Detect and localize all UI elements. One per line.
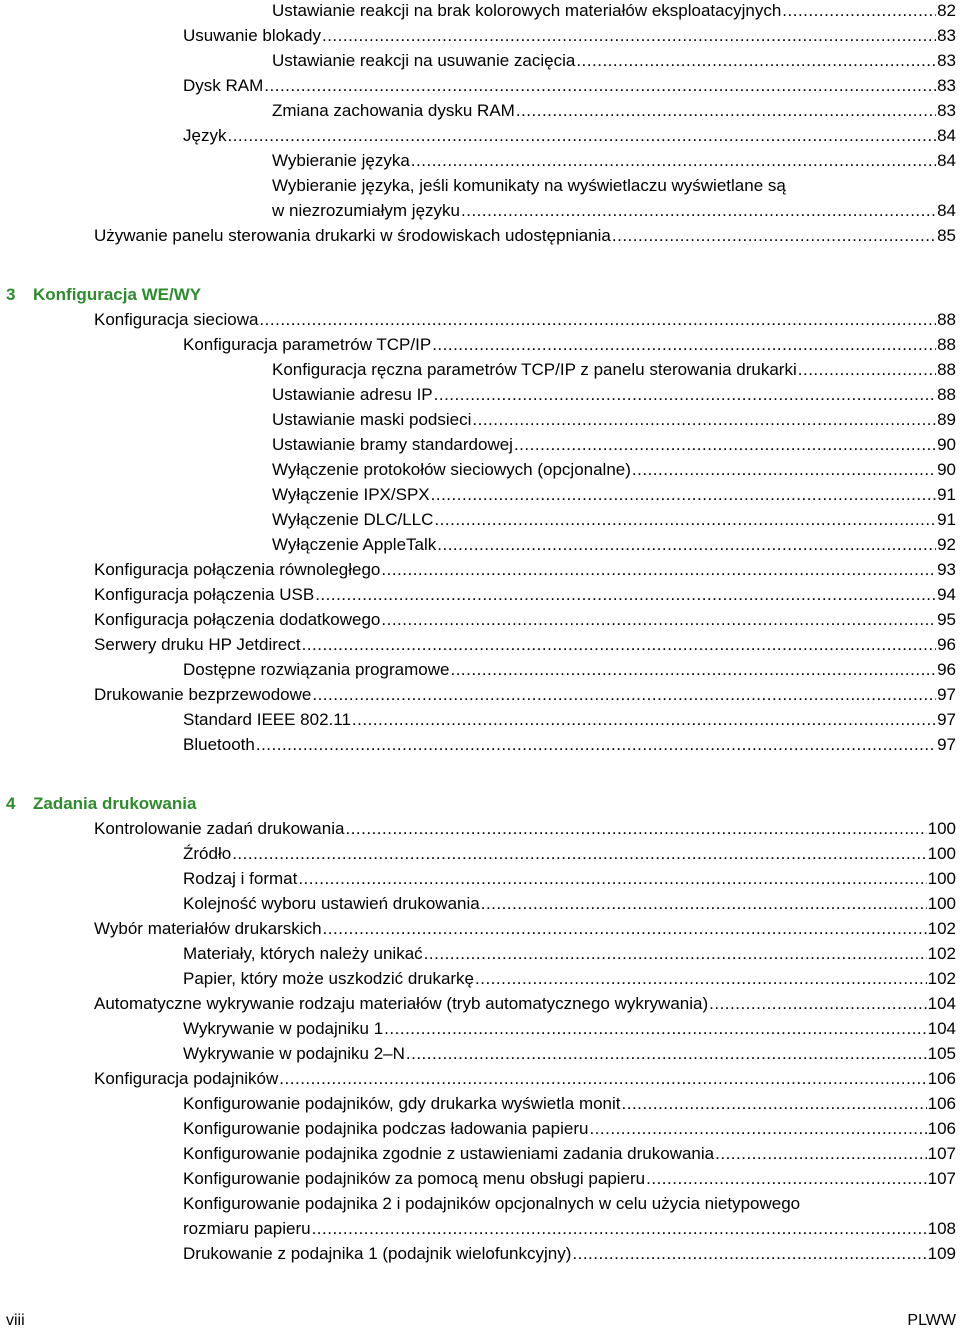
dot-leader	[264, 75, 936, 97]
toc-entry-page: 83	[937, 76, 956, 95]
toc-entry-title: Konfiguracja parametrów TCP/IP	[183, 335, 432, 354]
toc-entry-page: 84	[937, 151, 956, 170]
toc-entry-page: 92	[937, 535, 956, 554]
toc-entry-page: 106	[927, 1119, 956, 1138]
toc-entry-title: Papier, który może uszkodzić drukarkę	[183, 969, 475, 988]
dot-leader	[232, 843, 926, 865]
dot-leader	[461, 200, 936, 222]
footer-code: PLWW	[907, 1312, 956, 1329]
dot-leader	[437, 534, 936, 556]
toc-entry-page: 93	[937, 560, 956, 579]
toc-entry-title: Wyłączenie AppleTalk	[272, 535, 437, 554]
toc-entry[interactable]	[94, 559, 956, 581]
toc-entry-title: w niezrozumiałym języku	[272, 201, 460, 220]
dot-leader	[514, 434, 936, 456]
toc-entry-page: 100	[927, 869, 956, 888]
toc-entry-title-line1: Konfigurowanie podajnika 2 i podajników opcjonalnych w celu użycia nietypowego	[183, 1194, 801, 1213]
toc-entry-page: 107	[927, 1144, 956, 1163]
dot-leader	[481, 893, 927, 915]
toc-entry-title: Konfigurowanie podajników za pomocą menu obsługi papieru	[183, 1169, 646, 1188]
toc-entry-title: Ustawianie adresu IP	[272, 385, 433, 404]
toc-entry-title: Konfiguracja połączenia USB	[94, 585, 315, 604]
dot-leader	[256, 734, 936, 756]
toc-entry-title: Wyłączenie IPX/SPX	[272, 485, 430, 504]
toc-entry-page: 95	[937, 610, 956, 629]
dot-leader	[472, 409, 936, 431]
toc-entry-page: 88	[937, 385, 956, 404]
dot-leader	[345, 818, 926, 840]
toc-entry[interactable]	[272, 150, 956, 172]
toc-entry[interactable]	[183, 943, 956, 965]
toc-entry[interactable]	[272, 434, 956, 456]
toc-entry-page: 104	[927, 994, 956, 1013]
toc-entry[interactable]	[183, 843, 956, 865]
toc-entry-title: Standard IEEE 802.11	[183, 710, 351, 729]
toc-entry-page: 102	[927, 919, 956, 938]
toc-entry-title: Kontrolowanie zadań drukowania	[94, 819, 345, 838]
chapter-heading[interactable]	[6, 284, 201, 306]
toc-entry[interactable]	[183, 1218, 956, 1240]
toc-entry-page: 90	[937, 460, 956, 479]
toc-entry[interactable]	[272, 534, 956, 556]
toc-entry-page: 88	[937, 360, 956, 379]
toc-entry-title: Konfiguracja ręczna parametrów TCP/IP z panelu sterowania drukarki	[272, 360, 797, 379]
toc-entry-page: 100	[927, 894, 956, 913]
toc-entry-title: Konfigurowanie podajników, gdy drukarka wyświetla monit	[183, 1094, 621, 1113]
dot-leader	[312, 1218, 927, 1240]
toc-entry-title: Ustawianie reakcji na usuwanie zacięcia	[272, 51, 576, 70]
dot-leader	[312, 684, 936, 706]
chapter-number: 4	[6, 794, 16, 813]
dot-leader	[322, 25, 936, 47]
toc-entry[interactable]	[272, 459, 956, 481]
toc-entry-page: 97	[937, 735, 956, 754]
dot-leader	[302, 634, 936, 656]
toc-entry-title: Używanie panelu sterowania drukarki w środowiskach udostępniania	[94, 226, 611, 245]
dot-leader	[259, 309, 936, 331]
toc-entry[interactable]	[272, 384, 956, 406]
toc-entry-title: Konfigurowanie podajnika podczas ładowania papieru	[183, 1119, 589, 1138]
toc-entry-title: Ustawianie bramy standardowej	[272, 435, 513, 454]
toc-entry-title: Konfiguracja połączenia dodatkowego	[94, 610, 381, 629]
toc-entry-page: 91	[937, 485, 956, 504]
chapter-heading[interactable]	[6, 793, 196, 815]
toc-entry-page: 106	[927, 1069, 956, 1088]
toc-entry-title: Dysk RAM	[183, 76, 264, 95]
toc-entry-page: 96	[937, 660, 956, 679]
toc-entry-title-line1: Wybieranie języka, jeśli komunikaty na wyświetlaczu wyświetlane są	[272, 176, 786, 195]
toc-entry[interactable]	[272, 100, 956, 122]
dot-leader	[279, 1068, 926, 1090]
dot-leader	[381, 609, 936, 631]
toc-entry-title: Język	[183, 126, 227, 145]
toc-entry-title: Źródło	[183, 844, 232, 863]
toc-entry-title: Konfiguracja sieciowa	[94, 310, 259, 329]
toc-entry-title: Zmiana zachowania dysku RAM	[272, 101, 515, 120]
chapter-number: 3	[6, 285, 16, 304]
dot-leader	[381, 559, 936, 581]
toc-entry-title: rozmiaru papieru	[183, 1219, 311, 1238]
dot-leader	[434, 384, 936, 406]
toc-entry-page: 97	[937, 685, 956, 704]
dot-leader	[576, 50, 936, 72]
toc-entry-page: 107	[927, 1169, 956, 1188]
toc-entry-page: 109	[927, 1244, 956, 1263]
toc-entry[interactable]	[94, 684, 956, 706]
dot-leader	[622, 1093, 927, 1115]
toc-entry[interactable]	[183, 334, 956, 356]
toc-entry-page: 102	[927, 944, 956, 963]
toc-entry-title: Serwery druku HP Jetdirect	[94, 635, 301, 654]
toc-entry-page: 84	[937, 201, 956, 220]
toc-entry[interactable]	[94, 1068, 956, 1090]
dot-leader	[424, 943, 927, 965]
toc-entry-page: 104	[927, 1019, 956, 1038]
toc-entry[interactable]	[183, 25, 956, 47]
toc-entry-page: 96	[937, 635, 956, 654]
toc-entry-page: 83	[937, 26, 956, 45]
toc-entry-page: 89	[937, 410, 956, 429]
toc-entry-page: 88	[937, 310, 956, 329]
dot-leader	[516, 100, 936, 122]
toc-entry-title: Konfiguracja połączenia równoległego	[94, 560, 381, 579]
toc-entry-page: 88	[937, 335, 956, 354]
dot-leader	[646, 1168, 926, 1190]
toc-entry-page: 83	[937, 101, 956, 120]
dot-leader	[632, 459, 936, 481]
toc-entry-title: Materiały, których należy unikać	[183, 944, 423, 963]
dot-leader	[572, 1243, 926, 1265]
toc-entry-title: Drukowanie z podajnika 1 (podajnik wielofunkcyjny)	[183, 1244, 572, 1263]
dot-leader	[589, 1118, 926, 1140]
toc-entry-page: 94	[937, 585, 956, 604]
dot-leader	[798, 359, 936, 381]
toc-entry[interactable]	[183, 1043, 956, 1065]
toc-entry[interactable]	[183, 125, 956, 147]
toc-entry[interactable]	[272, 200, 956, 222]
toc-entry-page: 100	[927, 844, 956, 863]
toc-entry[interactable]	[272, 359, 956, 381]
toc-entry-page: 102	[927, 969, 956, 988]
toc-entry-page: 82	[937, 1, 956, 20]
dot-leader	[411, 150, 936, 172]
toc-entry-title: Wykrywanie w podajniku 2–N	[183, 1044, 405, 1063]
toc-entry-page: 90	[937, 435, 956, 454]
dot-leader	[323, 918, 927, 940]
toc-entry[interactable]	[94, 993, 956, 1015]
toc-entry[interactable]	[183, 893, 956, 915]
dot-leader	[315, 584, 936, 606]
dot-leader	[612, 225, 936, 247]
toc-entry[interactable]	[183, 1118, 956, 1140]
toc-entry[interactable]	[94, 609, 956, 631]
toc-entry[interactable]	[94, 918, 956, 940]
dot-leader	[715, 1143, 927, 1165]
toc-entry[interactable]	[94, 634, 956, 656]
toc-entry[interactable]	[183, 968, 956, 990]
toc-entry-title: Konfiguracja podajników	[94, 1069, 279, 1088]
dot-leader	[431, 484, 936, 506]
dot-leader	[450, 659, 936, 681]
dot-leader	[406, 1043, 927, 1065]
chapter-title: Zadania drukowania	[33, 794, 197, 813]
dot-leader	[352, 709, 936, 731]
toc-entry[interactable]	[272, 0, 956, 22]
toc-entry[interactable]	[272, 50, 956, 72]
toc-entry-title: Wybór materiałów drukarskich	[94, 919, 322, 938]
toc-entry[interactable]	[183, 734, 956, 756]
dot-leader	[227, 125, 936, 147]
footer-page-number: viii	[6, 1312, 25, 1329]
toc-entry-title: Usuwanie blokady	[183, 26, 321, 45]
toc-entry[interactable]	[94, 818, 956, 840]
toc-entry-page: 97	[937, 710, 956, 729]
toc-entry-title: Bluetooth	[183, 735, 255, 754]
toc-entry-title: Wybieranie języka	[272, 151, 410, 170]
toc-entry[interactable]	[272, 484, 956, 506]
toc-entry[interactable]	[183, 1143, 956, 1165]
dot-leader	[434, 509, 936, 531]
toc-entry[interactable]	[183, 75, 956, 97]
toc-entry[interactable]	[94, 309, 956, 331]
toc-entry-page: 91	[937, 510, 956, 529]
toc-entry[interactable]	[272, 509, 956, 531]
toc-entry[interactable]	[272, 409, 956, 431]
toc-entry[interactable]	[183, 1168, 956, 1190]
toc-entry[interactable]	[183, 659, 956, 681]
toc-entry-title: Drukowanie bezprzewodowe	[94, 685, 312, 704]
toc-entry-page: 100	[927, 819, 956, 838]
toc-entry-title: Dostępne rozwiązania programowe	[183, 660, 450, 679]
toc-entry[interactable]	[183, 868, 956, 890]
toc-entry-title: Kolejność wyboru ustawień drukowania	[183, 894, 480, 913]
dot-leader	[709, 993, 927, 1015]
dot-leader	[782, 0, 936, 22]
toc-entry-page: 85	[937, 226, 956, 245]
dot-leader	[475, 968, 927, 990]
toc-entry-title: Wyłączenie DLC/LLC	[272, 510, 434, 529]
toc-entry-page: 84	[937, 126, 956, 145]
toc-entry-title: Ustawianie reakcji na brak kolorowych materiałów eksploatacyjnych	[272, 1, 782, 20]
toc-entry-page: 106	[927, 1094, 956, 1113]
dot-leader	[384, 1018, 926, 1040]
dot-leader	[298, 868, 926, 890]
toc-entry-page: 108	[927, 1219, 956, 1238]
toc-entry-page: 83	[937, 51, 956, 70]
toc-entry[interactable]	[183, 1243, 956, 1265]
toc-entry[interactable]	[94, 584, 956, 606]
toc-entry[interactable]	[183, 1093, 956, 1115]
toc-entry[interactable]	[183, 709, 956, 731]
toc-entry-title: Automatyczne wykrywanie rodzaju materiałów (tryb automatycznego wykrywania)	[94, 994, 709, 1013]
toc-entry[interactable]	[183, 1018, 956, 1040]
toc-entry-title: Wyłączenie protokołów sieciowych (opcjonalne)	[272, 460, 631, 479]
toc-entry-title: Ustawianie maski podsieci	[272, 410, 472, 429]
toc-entry[interactable]	[94, 225, 956, 247]
toc-entry-page: 105	[927, 1044, 956, 1063]
toc-entry-title: Wykrywanie w podajniku 1	[183, 1019, 384, 1038]
dot-leader	[432, 334, 936, 356]
chapter-title: Konfiguracja WE/WY	[33, 285, 202, 304]
toc-entry-title: Konfigurowanie podajnika zgodnie z ustawieniami zadania drukowania	[183, 1144, 715, 1163]
toc-entry-title: Rodzaj i format	[183, 869, 298, 888]
